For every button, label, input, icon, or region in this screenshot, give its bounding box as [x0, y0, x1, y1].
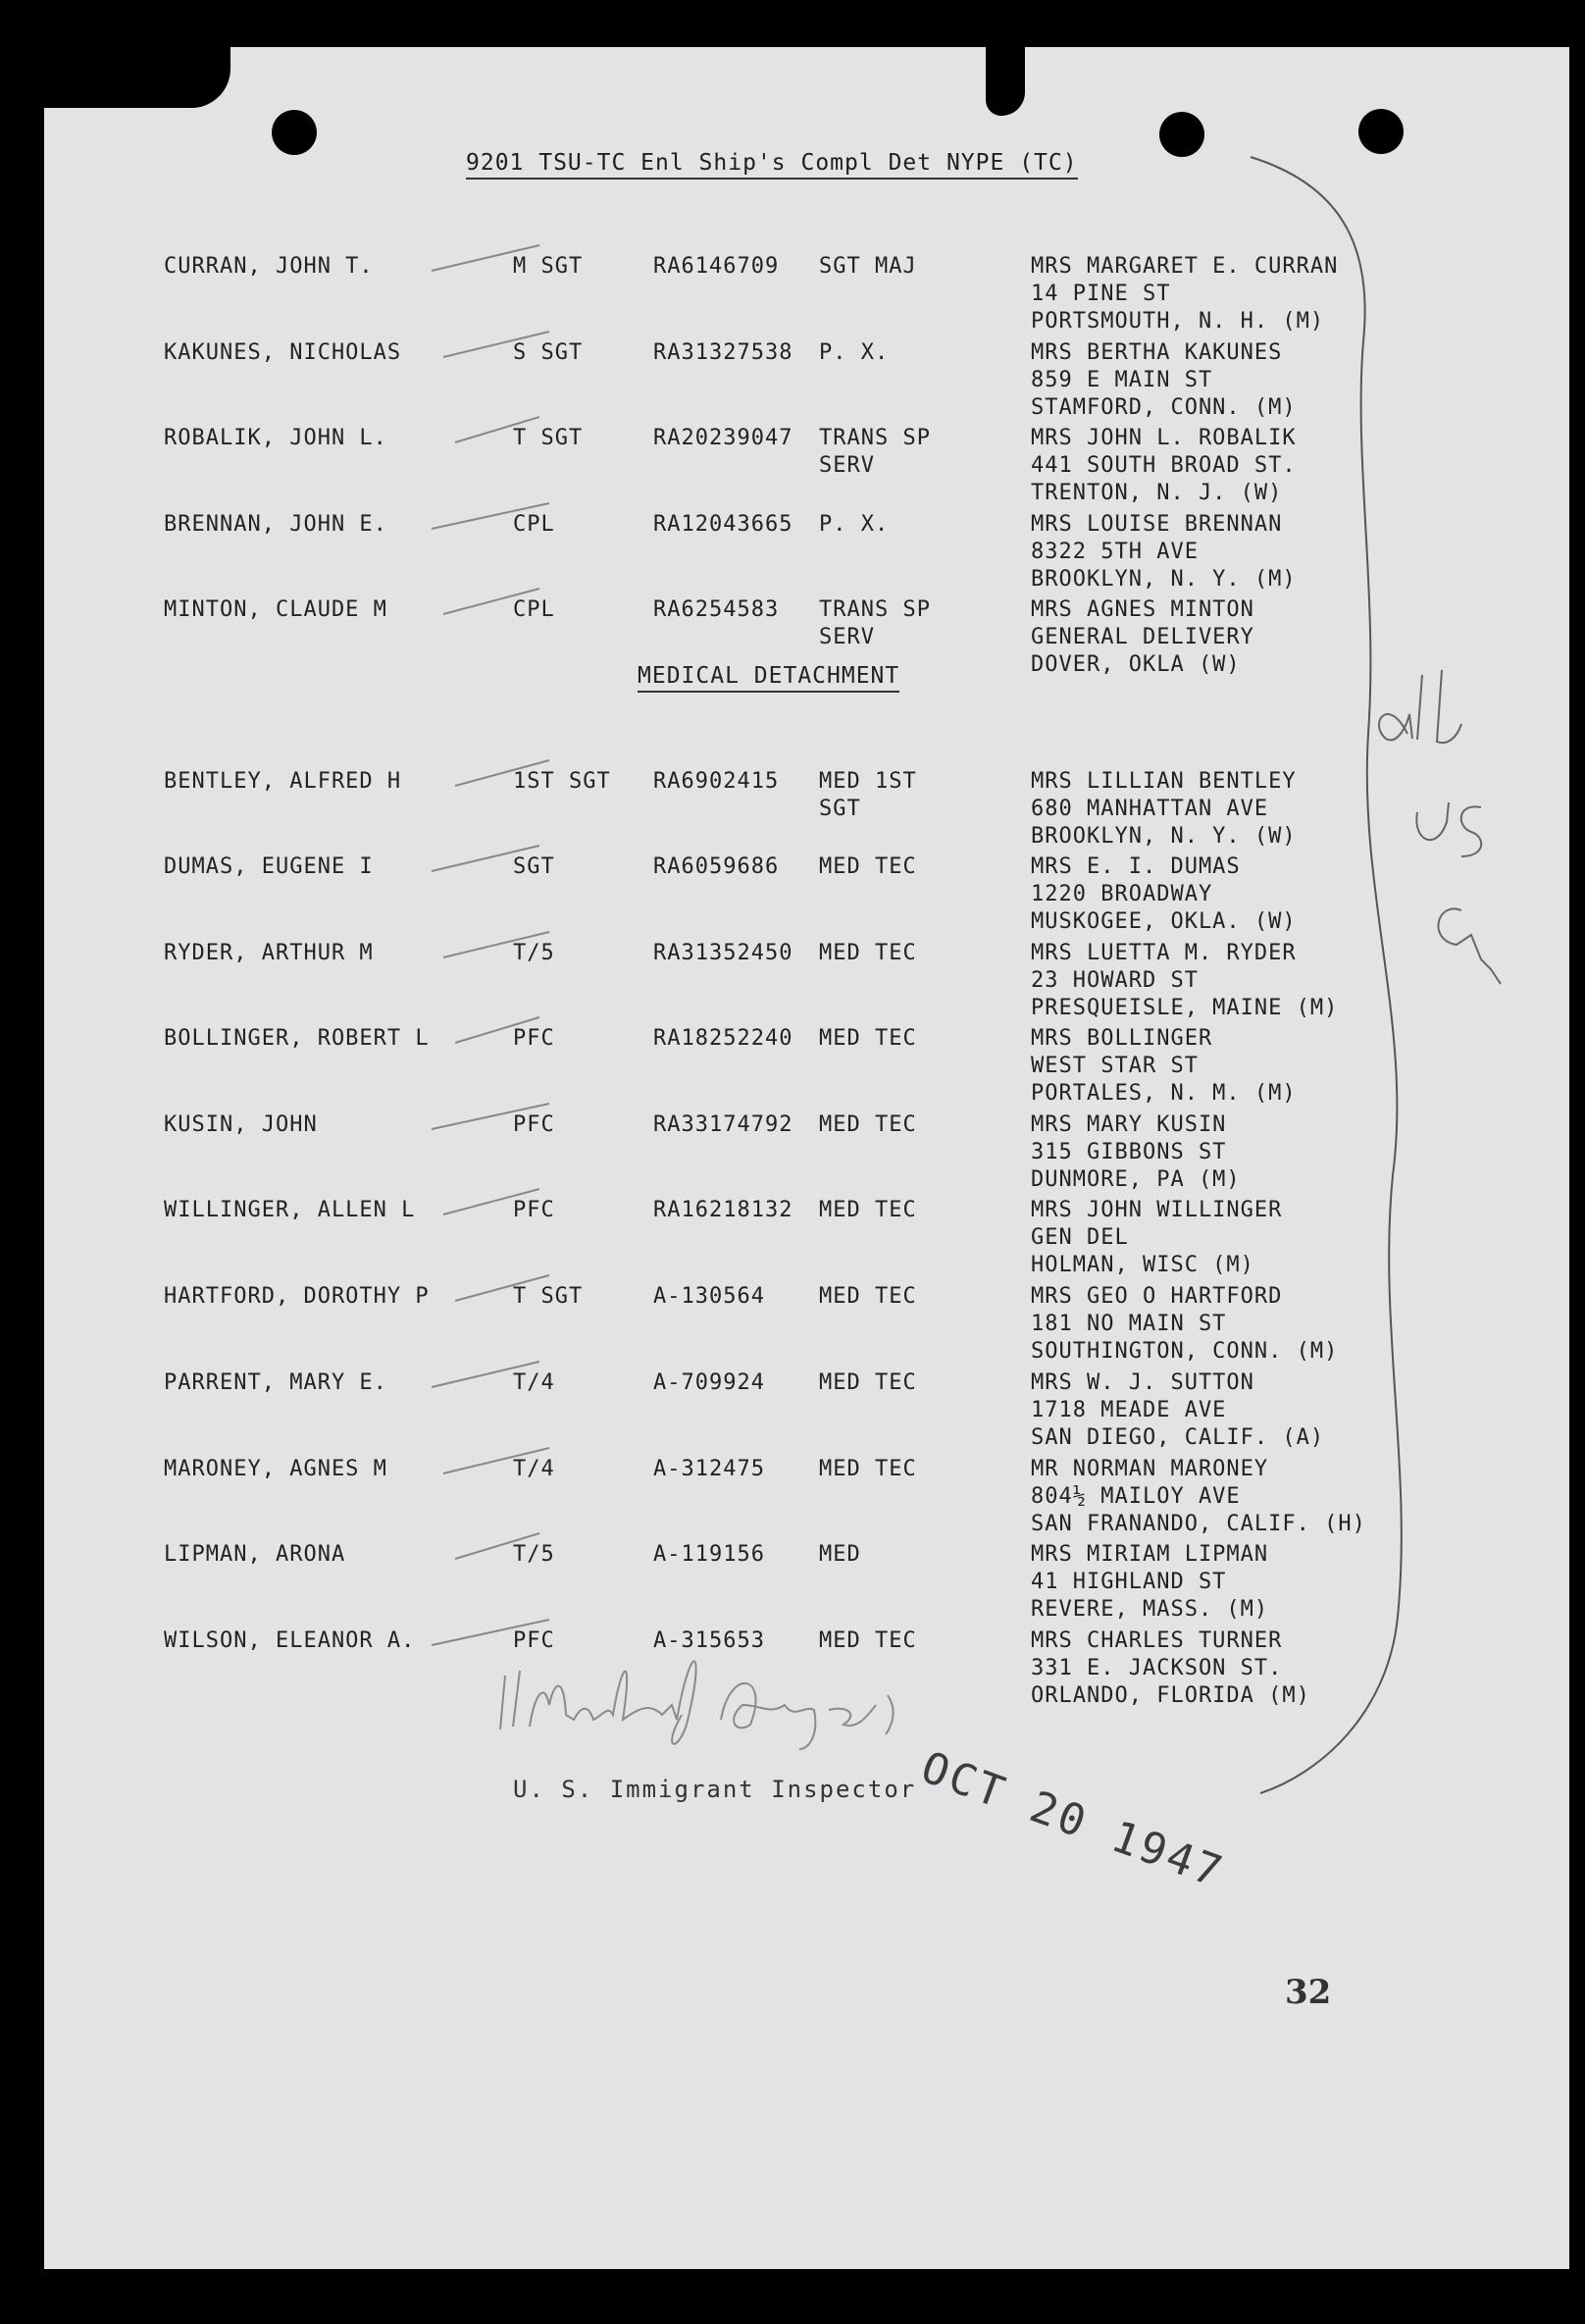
- signature: [500, 1661, 894, 1749]
- check-mark: [443, 1448, 549, 1473]
- roster-address-line: SOUTHINGTON, CONN. (M): [1031, 1339, 1339, 1364]
- roster-name: LIPMAN, ARONA: [164, 1542, 346, 1567]
- roster-rank: T/4: [513, 1457, 555, 1481]
- roster-duty: TRANS SP: [819, 426, 931, 450]
- roster-duty: SERV: [819, 625, 875, 649]
- roster-name: HARTFORD, DOROTHY P: [164, 1284, 430, 1309]
- roster-name: BENTLEY, ALFRED H: [164, 769, 402, 794]
- roster-rank: T/5: [513, 1542, 555, 1567]
- roster-name: RYDER, ARTHUR M: [164, 941, 374, 965]
- roster-name: KAKUNES, NICHOLAS: [164, 340, 402, 365]
- roster-address-line: MRS GEO O HARTFORD: [1031, 1284, 1283, 1309]
- roster-address-line: PORTSMOUTH, N. H. (M): [1031, 309, 1325, 334]
- punch-hole: [1358, 109, 1404, 154]
- roster-address-line: MRS LUETTA M. RYDER: [1031, 941, 1297, 965]
- torn-edge: [44, 47, 230, 108]
- check-mark: [455, 417, 539, 442]
- roster-rank: SGT: [513, 854, 555, 879]
- roster-duty: P. X.: [819, 340, 890, 365]
- handwriting-layer: [44, 47, 1569, 2269]
- roster-name: BRENNAN, JOHN E.: [164, 512, 387, 537]
- roster-address-line: 23 HOWARD ST: [1031, 968, 1199, 993]
- roster-serial: A-130564: [653, 1284, 765, 1309]
- roster-address-line: 331 E. JACKSON ST.: [1031, 1656, 1283, 1680]
- roster-address-line: BROOKLYN, N. Y. (M): [1031, 567, 1297, 592]
- roster-duty: MED TEC: [819, 1198, 917, 1222]
- roster-duty: MED TEC: [819, 1112, 917, 1137]
- roster-duty: MED TEC: [819, 941, 917, 965]
- roster-address-line: MRS MARGARET E. CURRAN: [1031, 254, 1339, 279]
- roster-address-line: MR NORMAN MARONEY: [1031, 1457, 1269, 1481]
- roster-address-line: SAN FRANANDO, CALIF. (H): [1031, 1512, 1366, 1536]
- roster-duty: MED TEC: [819, 1457, 917, 1481]
- roster-serial: RA16218132: [653, 1198, 793, 1222]
- roster-name: WILLINGER, ALLEN L: [164, 1198, 416, 1222]
- check-mark: [443, 332, 549, 357]
- document-page: [44, 47, 1569, 2269]
- roster-address-line: 859 E MAIN ST: [1031, 368, 1213, 392]
- roster-serial: RA6146709: [653, 254, 780, 279]
- roster-serial: RA18252240: [653, 1026, 793, 1051]
- roster-address-line: DUNMORE, PA (M): [1031, 1167, 1241, 1192]
- roster-rank: T SGT: [513, 1284, 584, 1309]
- roster-address-line: TRENTON, N. J. (W): [1031, 481, 1283, 505]
- check-mark: [455, 760, 549, 786]
- roster-address-line: GENERAL DELIVERY: [1031, 625, 1254, 649]
- roster-name: PARRENT, MARY E.: [164, 1370, 387, 1395]
- check-mark: [443, 1189, 539, 1214]
- check-mark: [432, 1620, 549, 1645]
- roster-address-line: SAN DIEGO, CALIF. (A): [1031, 1425, 1325, 1450]
- check-mark: [432, 1362, 539, 1387]
- roster-duty: MED 1ST: [819, 769, 917, 794]
- bracket-mark: [1251, 157, 1402, 1793]
- handwritten-note: [1379, 670, 1501, 984]
- roster-address-line: 680 MANHATTAN AVE: [1031, 797, 1269, 821]
- roster-serial: RA6902415: [653, 769, 780, 794]
- torn-edge: [986, 47, 1025, 116]
- punch-hole: [272, 110, 317, 155]
- roster-address-line: MRS MIRIAM LIPMAN: [1031, 1542, 1269, 1567]
- roster-address-line: PRESQUEISLE, MAINE (M): [1031, 996, 1339, 1020]
- section-header: MEDICAL DETACHMENT: [638, 663, 899, 693]
- check-mark: [432, 245, 539, 271]
- roster-serial: A-312475: [653, 1457, 765, 1481]
- roster-address-line: PORTALES, N. M. (M): [1031, 1081, 1297, 1106]
- roster-address-line: BROOKLYN, N. Y. (W): [1031, 824, 1297, 849]
- roster-address-line: 804½ MAILOY AVE: [1031, 1484, 1241, 1509]
- roster-address-line: MRS BERTHA KAKUNES: [1031, 340, 1283, 365]
- roster-serial: RA6254583: [653, 597, 780, 622]
- roster-address-line: 315 GIBBONS ST: [1031, 1140, 1227, 1164]
- roster-address-line: MRS JOHN L. ROBALIK: [1031, 426, 1297, 450]
- roster-serial: RA33174792: [653, 1112, 793, 1137]
- roster-duty: SGT: [819, 797, 861, 821]
- roster-serial: RA31352450: [653, 941, 793, 965]
- roster-rank: T SGT: [513, 426, 584, 450]
- roster-rank: CPL: [513, 512, 555, 537]
- check-mark: [455, 1533, 539, 1559]
- roster-rank: M SGT: [513, 254, 584, 279]
- roster-address-line: HOLMAN, WISC (M): [1031, 1253, 1254, 1277]
- roster-name: KUSIN, JOHN: [164, 1112, 318, 1137]
- roster-duty: MED TEC: [819, 1026, 917, 1051]
- roster-duty: SGT MAJ: [819, 254, 917, 279]
- check-mark: [432, 1104, 549, 1129]
- roster-name: MINTON, CLAUDE M: [164, 597, 387, 622]
- roster-serial: RA20239047: [653, 426, 793, 450]
- roster-address-line: 8322 5TH AVE: [1031, 540, 1199, 564]
- roster-rank: S SGT: [513, 340, 584, 365]
- roster-address-line: STAMFORD, CONN. (M): [1031, 395, 1297, 420]
- roster-name: ROBALIK, JOHN L.: [164, 426, 387, 450]
- roster-name: MARONEY, AGNES M: [164, 1457, 387, 1481]
- roster-rank: PFC: [513, 1112, 555, 1137]
- roster-address-line: 14 PINE ST: [1031, 282, 1171, 306]
- document-header: 9201 TSU-TC Enl Ship's Compl Det NYPE (TC): [466, 150, 1078, 180]
- roster-duty: TRANS SP: [819, 597, 931, 622]
- check-mark: [432, 846, 539, 871]
- roster-serial: RA31327538: [653, 340, 793, 365]
- roster-address-line: MRS CHARLES TURNER: [1031, 1628, 1283, 1653]
- roster-rank: PFC: [513, 1026, 555, 1051]
- roster-address-line: MRS MARY KUSIN: [1031, 1112, 1227, 1137]
- roster-address-line: MRS LOUISE BRENNAN: [1031, 512, 1283, 537]
- date-stamp: OCT 20 1947: [914, 1742, 1231, 1898]
- roster-address-line: 181 NO MAIN ST: [1031, 1312, 1227, 1336]
- roster-address-line: MRS AGNES MINTON: [1031, 597, 1254, 622]
- roster-serial: RA12043665: [653, 512, 793, 537]
- roster-duty: MED TEC: [819, 854, 917, 879]
- roster-serial: RA6059686: [653, 854, 780, 879]
- roster-duty: MED TEC: [819, 1370, 917, 1395]
- roster-address-line: WEST STAR ST: [1031, 1054, 1199, 1078]
- roster-address-line: 441 SOUTH BROAD ST.: [1031, 453, 1297, 478]
- roster-duty: P. X.: [819, 512, 890, 537]
- roster-duty: MED TEC: [819, 1628, 917, 1653]
- punch-hole: [1159, 112, 1204, 157]
- roster-serial: A-119156: [653, 1542, 765, 1567]
- roster-rank: PFC: [513, 1628, 555, 1653]
- roster-name: BOLLINGER, ROBERT L: [164, 1026, 430, 1051]
- roster-duty: MED TEC: [819, 1284, 917, 1309]
- roster-address-line: MUSKOGEE, OKLA. (W): [1031, 909, 1297, 934]
- roster-address-line: DOVER, OKLA (W): [1031, 652, 1241, 677]
- roster-duty: MED: [819, 1542, 861, 1567]
- roster-rank: T/4: [513, 1370, 555, 1395]
- roster-name: DUMAS, EUGENE I: [164, 854, 374, 879]
- check-mark: [432, 503, 549, 529]
- check-mark: [443, 589, 539, 614]
- roster-address-line: MRS BOLLINGER: [1031, 1026, 1213, 1051]
- roster-duty: SERV: [819, 453, 875, 478]
- roster-address-line: 41 HIGHLAND ST: [1031, 1570, 1227, 1594]
- roster-rank: T/5: [513, 941, 555, 965]
- roster-address-line: MRS JOHN WILLINGER: [1031, 1198, 1283, 1222]
- roster-rank: PFC: [513, 1198, 555, 1222]
- roster-address-line: ORLANDO, FLORIDA (M): [1031, 1683, 1310, 1708]
- roster-rank: 1ST SGT: [513, 769, 611, 794]
- roster-address-line: 1718 MEADE AVE: [1031, 1398, 1227, 1422]
- check-mark: [455, 1017, 539, 1043]
- roster-address-line: MRS W. J. SUTTON: [1031, 1370, 1254, 1395]
- check-mark: [443, 932, 549, 957]
- roster-serial: A-315653: [653, 1628, 765, 1653]
- roster-serial: A-709924: [653, 1370, 765, 1395]
- roster-address-line: REVERE, MASS. (M): [1031, 1597, 1269, 1622]
- roster-rank: CPL: [513, 597, 555, 622]
- page-number: 32: [1285, 1973, 1332, 2012]
- check-mark: [455, 1275, 549, 1301]
- roster-address-line: 1220 BROADWAY: [1031, 882, 1213, 906]
- roster-address-line: MRS E. I. DUMAS: [1031, 854, 1241, 879]
- roster-name: WILSON, ELEANOR A.: [164, 1628, 416, 1653]
- roster-address-line: MRS LILLIAN BENTLEY: [1031, 769, 1297, 794]
- roster-name: CURRAN, JOHN T.: [164, 254, 374, 279]
- inspector-title: U. S. Immigrant Inspector: [513, 1776, 917, 1803]
- roster-address-line: GEN DEL: [1031, 1225, 1129, 1250]
